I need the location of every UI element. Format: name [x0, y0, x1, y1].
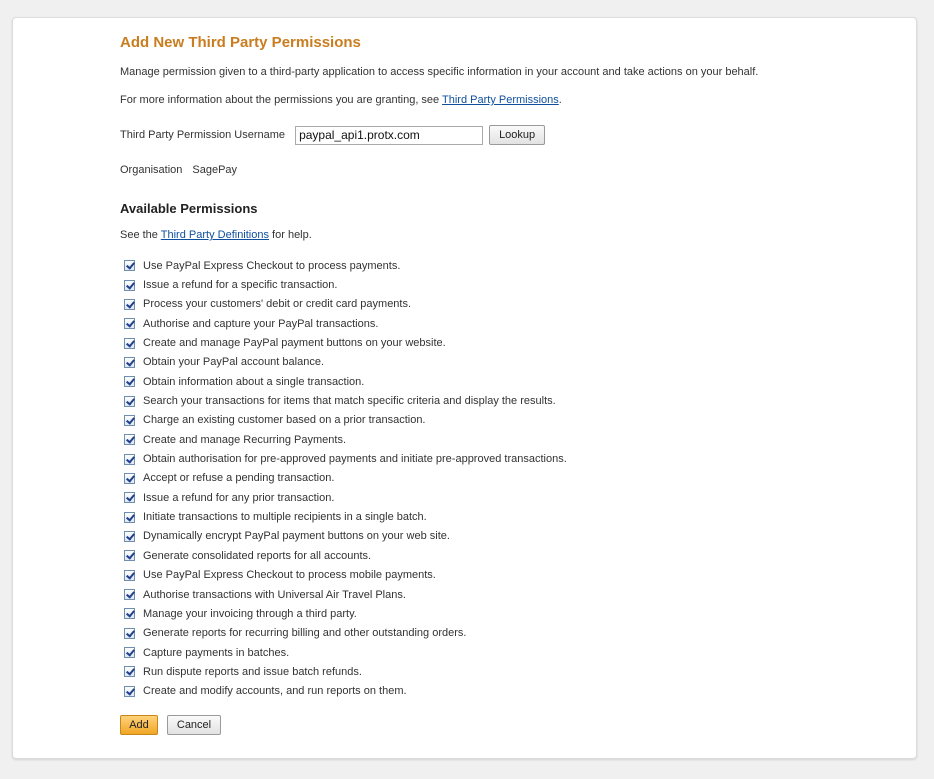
permission-label[interactable]: Authorise transactions with Universal Air Travel Plans.: [143, 588, 406, 601]
permission-item: [124, 662, 567, 681]
permission-checkbox[interactable]: [124, 318, 135, 329]
username-row: [120, 124, 545, 146]
permission-label[interactable]: Generate reports for recurring billing and other outstanding orders.: [143, 627, 467, 640]
permission-item: [124, 411, 567, 430]
permission-item: [124, 353, 567, 372]
permission-item: [124, 275, 567, 294]
permission-checkbox[interactable]: [124, 338, 135, 349]
permission-checkbox[interactable]: [124, 589, 135, 600]
permission-label[interactable]: Create and modify accounts, and run reports on them.: [143, 685, 407, 698]
permission-checkbox[interactable]: [124, 434, 135, 445]
permission-checkbox[interactable]: [124, 550, 135, 561]
permission-label[interactable]: Generate consolidated reports for all accounts.: [143, 549, 372, 562]
permission-item: [124, 507, 567, 526]
page-title: Add New Third Party Permissions: [120, 34, 361, 51]
permission-checkbox[interactable]: [124, 570, 135, 581]
permission-label[interactable]: Search your transactions for items that match specific criteria and display the results.: [143, 395, 556, 408]
permission-label[interactable]: Charge an existing customer based on a prior transaction.: [143, 414, 426, 427]
permission-checkbox[interactable]: [124, 357, 135, 368]
permission-checkbox[interactable]: [124, 686, 135, 697]
permission-item: [124, 604, 567, 623]
permission-label[interactable]: Process your customers' debit or credit card payments.: [143, 298, 412, 311]
permission-item: [124, 256, 567, 275]
permission-label[interactable]: Use PayPal Express Checkout to process mobile payments.: [143, 569, 436, 582]
permissions-panel: [12, 17, 917, 759]
intro-text: Manage permission given to a third-party application to access specific information in your account and take actions on your behalf.: [120, 66, 759, 78]
permission-label[interactable]: Initiate transactions to multiple recipients in a single batch.: [143, 511, 427, 524]
organisation-row: [120, 164, 237, 176]
permission-item: [124, 295, 567, 314]
permission-label[interactable]: Capture payments in batches.: [143, 646, 290, 659]
permission-label[interactable]: Use PayPal Express Checkout to process payments.: [143, 259, 401, 272]
organisation-label: Organisation: [120, 164, 183, 176]
permission-label[interactable]: Dynamically encrypt PayPal payment buttons on your web site.: [143, 530, 450, 543]
permission-item: [124, 527, 567, 546]
permission-label[interactable]: Issue a refund for a specific transaction.: [143, 279, 338, 292]
permission-checkbox[interactable]: [124, 473, 135, 484]
permissions-list: [124, 256, 567, 701]
permission-checkbox[interactable]: [124, 415, 135, 426]
permission-item: [124, 546, 567, 565]
cancel-button[interactable]: Cancel: [167, 715, 221, 735]
permission-label[interactable]: Authorise and capture your PayPal transactions.: [143, 317, 379, 330]
third-party-permissions-link[interactable]: Third Party Permissions: [442, 94, 559, 106]
permission-checkbox[interactable]: [124, 492, 135, 503]
permission-item: [124, 643, 567, 662]
permission-item: [124, 682, 567, 701]
organisation-value: SagePay: [192, 164, 238, 176]
permission-label[interactable]: Create and manage PayPal payment buttons on your website.: [143, 337, 446, 350]
permission-item: [124, 488, 567, 507]
permission-label[interactable]: Accept or refuse a pending transaction.: [143, 472, 335, 485]
permission-label[interactable]: Obtain your PayPal account balance.: [143, 356, 325, 369]
definitions-help-line: [120, 229, 312, 241]
permission-item: [124, 314, 567, 333]
permission-label[interactable]: Issue a refund for any prior transaction.: [143, 491, 335, 504]
permission-checkbox[interactable]: [124, 666, 135, 677]
username-input[interactable]: [295, 126, 483, 145]
available-permissions-heading: Available Permissions: [120, 201, 258, 216]
help-suffix: for help.: [269, 229, 312, 241]
lookup-button[interactable]: Lookup: [489, 125, 545, 145]
permission-item: [124, 372, 567, 391]
permission-item: [124, 430, 567, 449]
permission-checkbox[interactable]: [124, 396, 135, 407]
permission-label[interactable]: Obtain authorisation for pre-approved payments and initiate pre-approved transactions.: [143, 453, 567, 466]
permission-label[interactable]: Create and manage Recurring Payments.: [143, 433, 346, 446]
permission-item: [124, 585, 567, 604]
permission-label[interactable]: Manage your invoicing through a third party.: [143, 607, 357, 620]
permission-checkbox[interactable]: [124, 280, 135, 291]
permission-checkbox[interactable]: [124, 512, 135, 523]
more-info-line: [120, 94, 562, 106]
permission-checkbox[interactable]: [124, 454, 135, 465]
permission-item: [124, 449, 567, 468]
permission-item: [124, 469, 567, 488]
permission-checkbox[interactable]: [124, 608, 135, 619]
permission-label[interactable]: Obtain information about a single transaction.: [143, 375, 365, 388]
permission-checkbox[interactable]: [124, 299, 135, 310]
permission-item: [124, 624, 567, 643]
more-info-suffix: .: [558, 94, 562, 106]
add-button[interactable]: Add: [120, 715, 158, 735]
permission-checkbox[interactable]: [124, 628, 135, 639]
third-party-definitions-link[interactable]: Third Party Definitions: [160, 229, 269, 241]
permission-checkbox[interactable]: [124, 376, 135, 387]
permission-checkbox[interactable]: [124, 647, 135, 658]
permission-checkbox[interactable]: [124, 260, 135, 271]
username-label: Third Party Permission Username: [120, 129, 286, 141]
permission-item: [124, 391, 567, 410]
permission-item: [124, 566, 567, 585]
permission-label[interactable]: Run dispute reports and issue batch refunds.: [143, 665, 362, 678]
help-prefix: See the: [120, 229, 161, 241]
permission-item: [124, 333, 567, 352]
more-info-prefix: For more information about the permissions you are granting, see: [120, 94, 443, 106]
form-actions: [120, 715, 221, 735]
permission-checkbox[interactable]: [124, 531, 135, 542]
